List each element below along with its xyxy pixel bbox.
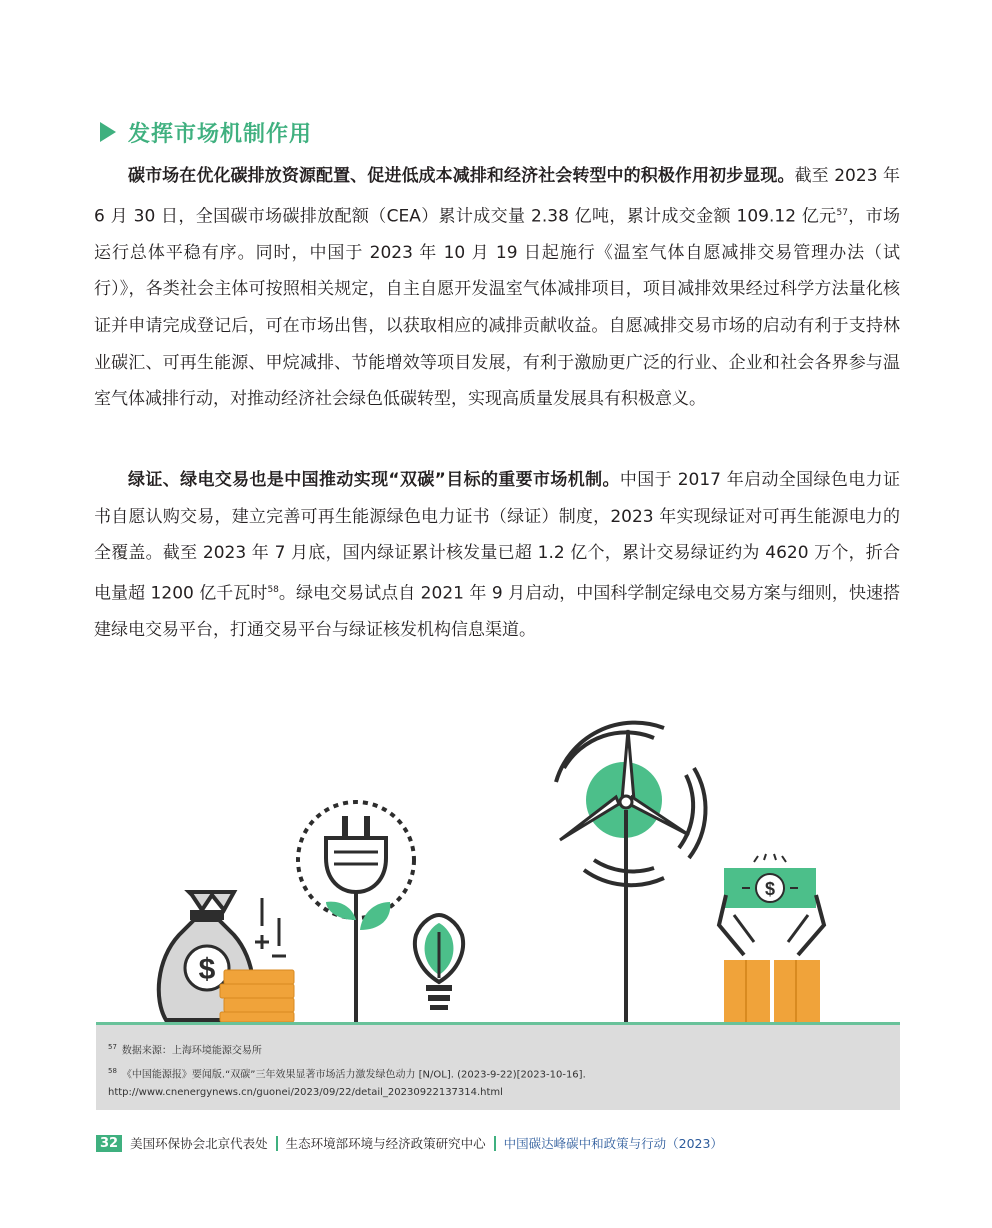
- footer-org1: 美国环保协会北京代表处: [130, 1136, 268, 1151]
- paragraph-lead: 绿证、绿电交易也是中国推动实现“双碳”目标的重要市场机制。: [128, 470, 620, 490]
- dollar-sign: $: [198, 953, 216, 986]
- footnote-item: [108, 1039, 886, 1059]
- section-title: 发挥市场机制作用: [128, 121, 313, 147]
- footnote-ref: 58: [267, 584, 279, 595]
- footer-divider: [276, 1136, 278, 1151]
- page-footer: [96, 1132, 723, 1154]
- page-number: 32: [96, 1135, 122, 1152]
- plug-icon: [298, 802, 414, 1025]
- paragraph-body: 。绿电交易试点自 2021 年 9 月启动，中国科学制定绿电交易方案与细则，快速搭建绿电交易平台，打通交易平台与绿证核发机构信息渠道。: [94, 583, 900, 641]
- paragraph-green-certificates: [94, 462, 900, 649]
- paragraph-lead: 碳市场在优化碳排放资源配置、促进低成本减排和经济社会转型中的积极作用初步显现。: [128, 166, 795, 186]
- green-economy-illustration: [94, 720, 904, 1025]
- wind-turbine-icon: [556, 723, 706, 1025]
- triangle-bullet-icon: [100, 122, 116, 142]
- paragraph-body: 截至 2023 年 6 月 30 日，全国碳市场碳排放配额（CEA）累计成交量 2.38 亿吨，累计成交金额 109.12 亿元: [94, 166, 900, 227]
- dollar-sign: $: [764, 879, 776, 899]
- paragraph-body: ，市场运行总体平稳有序。同时，中国于 2023 年 10 月 19 日起施行《温室气体自愿减排交易管理办法（试行）》，各类社会主体可按照相关规定，自主自愿开发温室气体减排项目，项目减排效果经过科学方法量化核证并申请完成登记后，可在市场出售，以获取相应的减排贡献收益。自愿减排交易市场的启动有利于支持林业碳汇、可再生能源、甲烷减排、节能增效等项目发展，有利于激励更广泛的行业、企业和社会各界参与温室气体减排行动，对推动经济社会绿色低碳转型，实现高质量发展具有积极意义。: [94, 206, 901, 410]
- hands-cash-icon: [719, 854, 824, 1025]
- leaf-bulb-icon: [415, 915, 463, 1010]
- footnote-item: [108, 1063, 886, 1100]
- footer-divider: [494, 1136, 496, 1151]
- footnote-text: 《中国能源报》要闻版.“双碳”三年效果显著市场活力激发绿色动力 [N/OL]. (2023-9-22)[2023-10-16]. http://www.cnenergynews.cn/guonei/2023/09/22/detail_20230922137314.html: [108, 1069, 586, 1098]
- footnotes: [96, 1022, 900, 1110]
- paragraph-carbon-market: [94, 158, 900, 418]
- footer-report-title: 中国碳达峰碳中和政策与行动（2023）: [503, 1136, 723, 1151]
- section-heading: [100, 116, 312, 148]
- footnote-ref: 57: [836, 207, 848, 218]
- paragraph-body: 中国于 2017 年启动全国绿色电力证书自愿认购交易，建立完善可再生能源绿色电力证书（绿证）制度，2023 年实现绿证对可再生能源电力的全覆盖。截至 2023 年 7 月底，国内绿证累计核发量已超 1.2 亿个，累计交易绿证约为 4620 万个，折合电量超 1200 亿千瓦时: [94, 470, 900, 604]
- footnote-text: 数据来源：上海环境能源交易所: [121, 1045, 262, 1057]
- footnote-number: 57: [108, 1043, 117, 1051]
- footer-org2: 生态环境部环境与经济政策研究中心: [285, 1136, 486, 1151]
- money-bag-icon: [159, 892, 294, 1022]
- footnote-number: 58: [108, 1067, 117, 1076]
